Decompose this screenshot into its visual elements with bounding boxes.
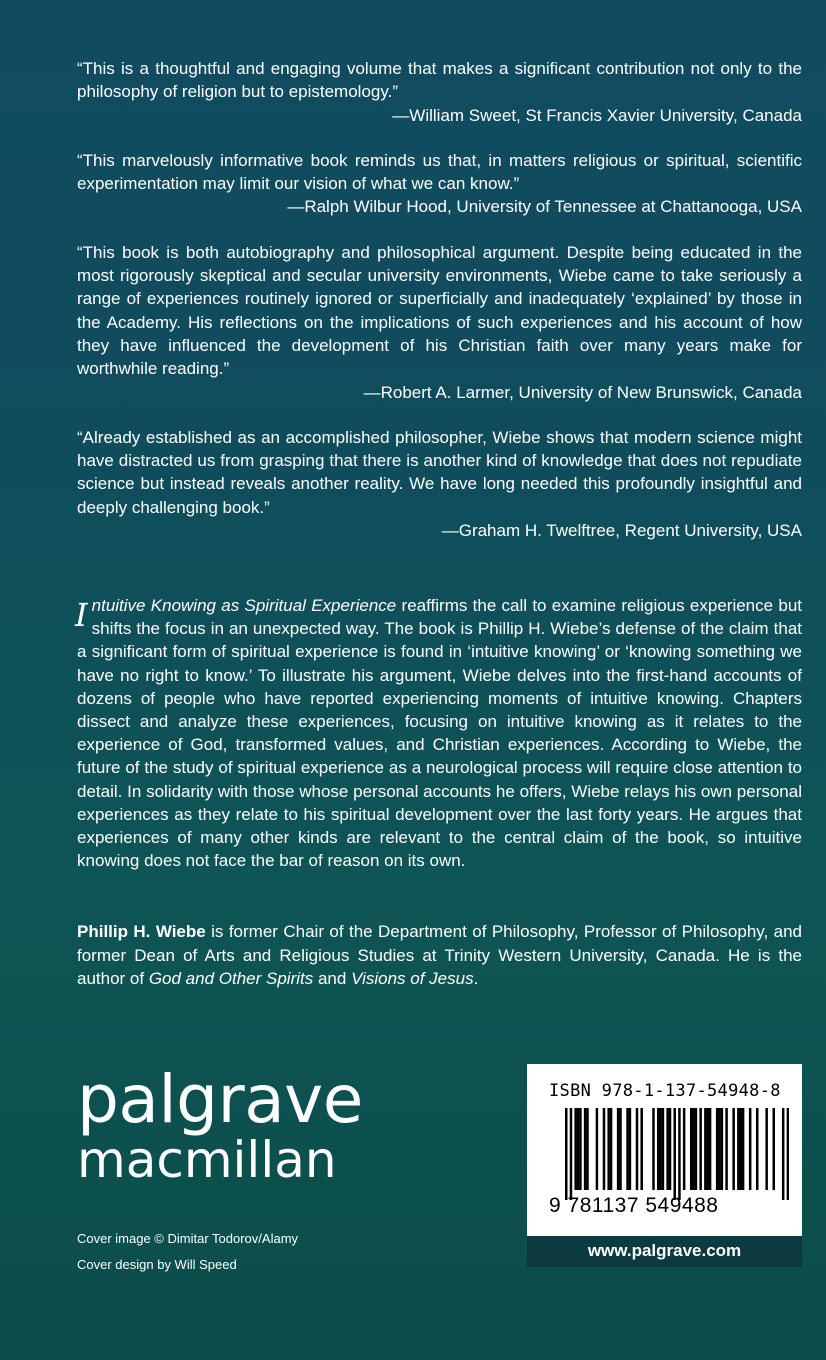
quote-attribution: —Robert A. Larmer, University of New Brunswick, Canada: [363, 382, 802, 402]
barcode-bar: [657, 1108, 660, 1190]
quote-attribution: —Ralph Wilbur Hood, University of Tennessee at Chattanooga, USA: [287, 197, 802, 217]
barcode-bar: [565, 1108, 568, 1200]
review-quote: [77, 149, 802, 219]
barcode-bar: [692, 1108, 695, 1190]
barcode-bar: [603, 1108, 606, 1190]
barcode-bar: [690, 1108, 693, 1190]
barcode-bar: [716, 1108, 719, 1190]
barcode-bar: [787, 1108, 789, 1200]
barcode-bar: [662, 1108, 665, 1190]
description-body: reaffirms the call to examine religious experience but shifts the focus in an unexpected way. The book is Phillip H. Wiebe’s defense of the claim that a significant form of spiritual experience is found in ‘intuitive knowing’ or ‘knowing something we have no right to know.’ To illustrate his argument, Wiebe delves into the first-hand accounts of dozens of people who have reported experiencing moments of intuitive knowing. Chapters dissect and analyze these experiences, focusing on intuitive knowing as it relates to the experience of God, transformed values, and Christian experiences. According to Wiebe, the future of the study of spiritual experience as a neurological process will require close attention to detail. In solidarity with those whose personal accounts he offers, Wiebe relays his own personal experiences as they relate to his spiritual development over the last forty years. He argues that experiences of many other kinds are relevant to the central claim of the book, so intuitive knowing does not face the bar of reason on its own.: [77, 596, 803, 871]
quote-text: “This marvelously informative book reminds us that, in matters religious or spiritual, scientific experimentation may limit our vision of what we can know.”: [77, 150, 802, 194]
barcode-bar: [678, 1108, 681, 1200]
quote-text: “This book is both autobiography and philosophical argument. Despite being educated in the most rigorously skeptical and secular university environments, Wiebe came to take seriously a range of experiences routinely ignored or superficially and inadequately ‘explained’ by those in the Academy. His reflections on the implications of such experiences and his account of how they have influenced the development of his Christian faith over many years make for worthwhile reading.”: [77, 242, 802, 379]
barcode-bar: [765, 1108, 768, 1190]
author-name: Phillip H. Wiebe: [77, 922, 206, 941]
barcode-bar: [607, 1108, 610, 1190]
book-description: [77, 594, 802, 872]
barcode-bar: [579, 1108, 582, 1190]
cover-credits: [77, 1226, 298, 1278]
barcode-bar: [596, 1108, 599, 1190]
barcode-image: [565, 1108, 789, 1200]
logo-palgrave: palgrave: [77, 1061, 363, 1138]
barcode-bar: [737, 1108, 740, 1190]
barcode-bar: [782, 1108, 785, 1200]
author-bio-text: is former Chair of the Department of Philosophy, Professor of Philosophy, and former Dean of Arts and Religious Studies at Trinity Western University, Canada. He is the author of: [77, 922, 803, 988]
author-bio-text: and: [313, 969, 352, 988]
barcode-bar: [666, 1108, 669, 1190]
barcode-bar: [619, 1108, 622, 1190]
author-bio: [77, 920, 802, 991]
barcode-bar: [577, 1108, 580, 1190]
barcode-bar: [772, 1108, 775, 1190]
barcode-bar: [617, 1108, 620, 1190]
quote-attribution: —William Sweet, St Francis Xavier University, Canada: [392, 105, 802, 125]
barcode-bar: [756, 1108, 759, 1190]
barcode-bar: [626, 1108, 629, 1190]
book-title-1: God and Other Spirits: [148, 969, 314, 988]
barcode-bar: [725, 1108, 728, 1190]
barcode-bar: [570, 1108, 573, 1200]
publisher-url[interactable]: www.palgrave.com: [527, 1236, 802, 1267]
barcode-bar: [704, 1108, 707, 1190]
review-quote: [77, 426, 802, 542]
review-quote: [77, 57, 802, 127]
barcode-bar: [749, 1108, 752, 1190]
publisher-logo: [77, 1061, 377, 1189]
barcode-bar: [718, 1108, 721, 1190]
barcode-bar: [659, 1108, 662, 1190]
review-quotes: [77, 57, 802, 564]
author-bio-text: .: [473, 969, 479, 988]
barcode-bar: [574, 1108, 577, 1190]
barcode-bar: [706, 1108, 709, 1190]
barcode-bar: [669, 1108, 672, 1190]
barcode-bar: [742, 1108, 745, 1190]
book-title-2: Visions of Jesus: [351, 969, 474, 988]
isbn-label: ISBN 978-1-137-54948-8: [549, 1081, 781, 1101]
barcode-bar: [652, 1108, 655, 1190]
barcode-bar: [629, 1108, 632, 1190]
barcode-bar: [709, 1108, 712, 1190]
barcode-bar: [699, 1108, 702, 1190]
barcode-bar: [640, 1108, 643, 1190]
review-quote: [77, 241, 802, 404]
barcode-bar: [695, 1108, 698, 1190]
barcode-bar: [584, 1108, 587, 1190]
barcode-bar: [610, 1108, 613, 1190]
book-title: ntuitive Knowing as Spiritual Experience: [91, 596, 397, 615]
drop-cap: I: [75, 596, 88, 634]
barcode-bar: [586, 1108, 589, 1190]
logo-macmillan: macmillan: [77, 1131, 337, 1189]
cover-image-credit: Cover image © Dimitar Todorov/Alamy: [77, 1231, 299, 1246]
barcode-bar: [721, 1108, 724, 1190]
barcode-bar: [683, 1108, 686, 1190]
barcode-bar: [673, 1108, 676, 1200]
cover-design-credit: Cover design by Will Speed: [77, 1257, 237, 1272]
quote-text: “This is a thoughtful and engaging volume that makes a significant contribution not only to the philosophy of religion but to epistemology.”: [77, 59, 802, 102]
barcode-bar: [636, 1108, 639, 1190]
barcode-digits: 9 781137 549488: [549, 1194, 719, 1217]
barcode-panel: [527, 1064, 802, 1236]
barcode-bar: [732, 1108, 735, 1190]
quote-attribution: —Graham H. Twelftree, Regent University, USA: [441, 521, 802, 541]
barcode-bar: [739, 1108, 742, 1190]
quote-text: “Already established as an accomplished philosopher, Wiebe shows that modern science might have distracted us from grasping that there is another kind of knowledge that does not repudiate science but instead reveals another reality. We have long needed this profoundly insightful and deeply challenging book.”: [77, 427, 802, 517]
